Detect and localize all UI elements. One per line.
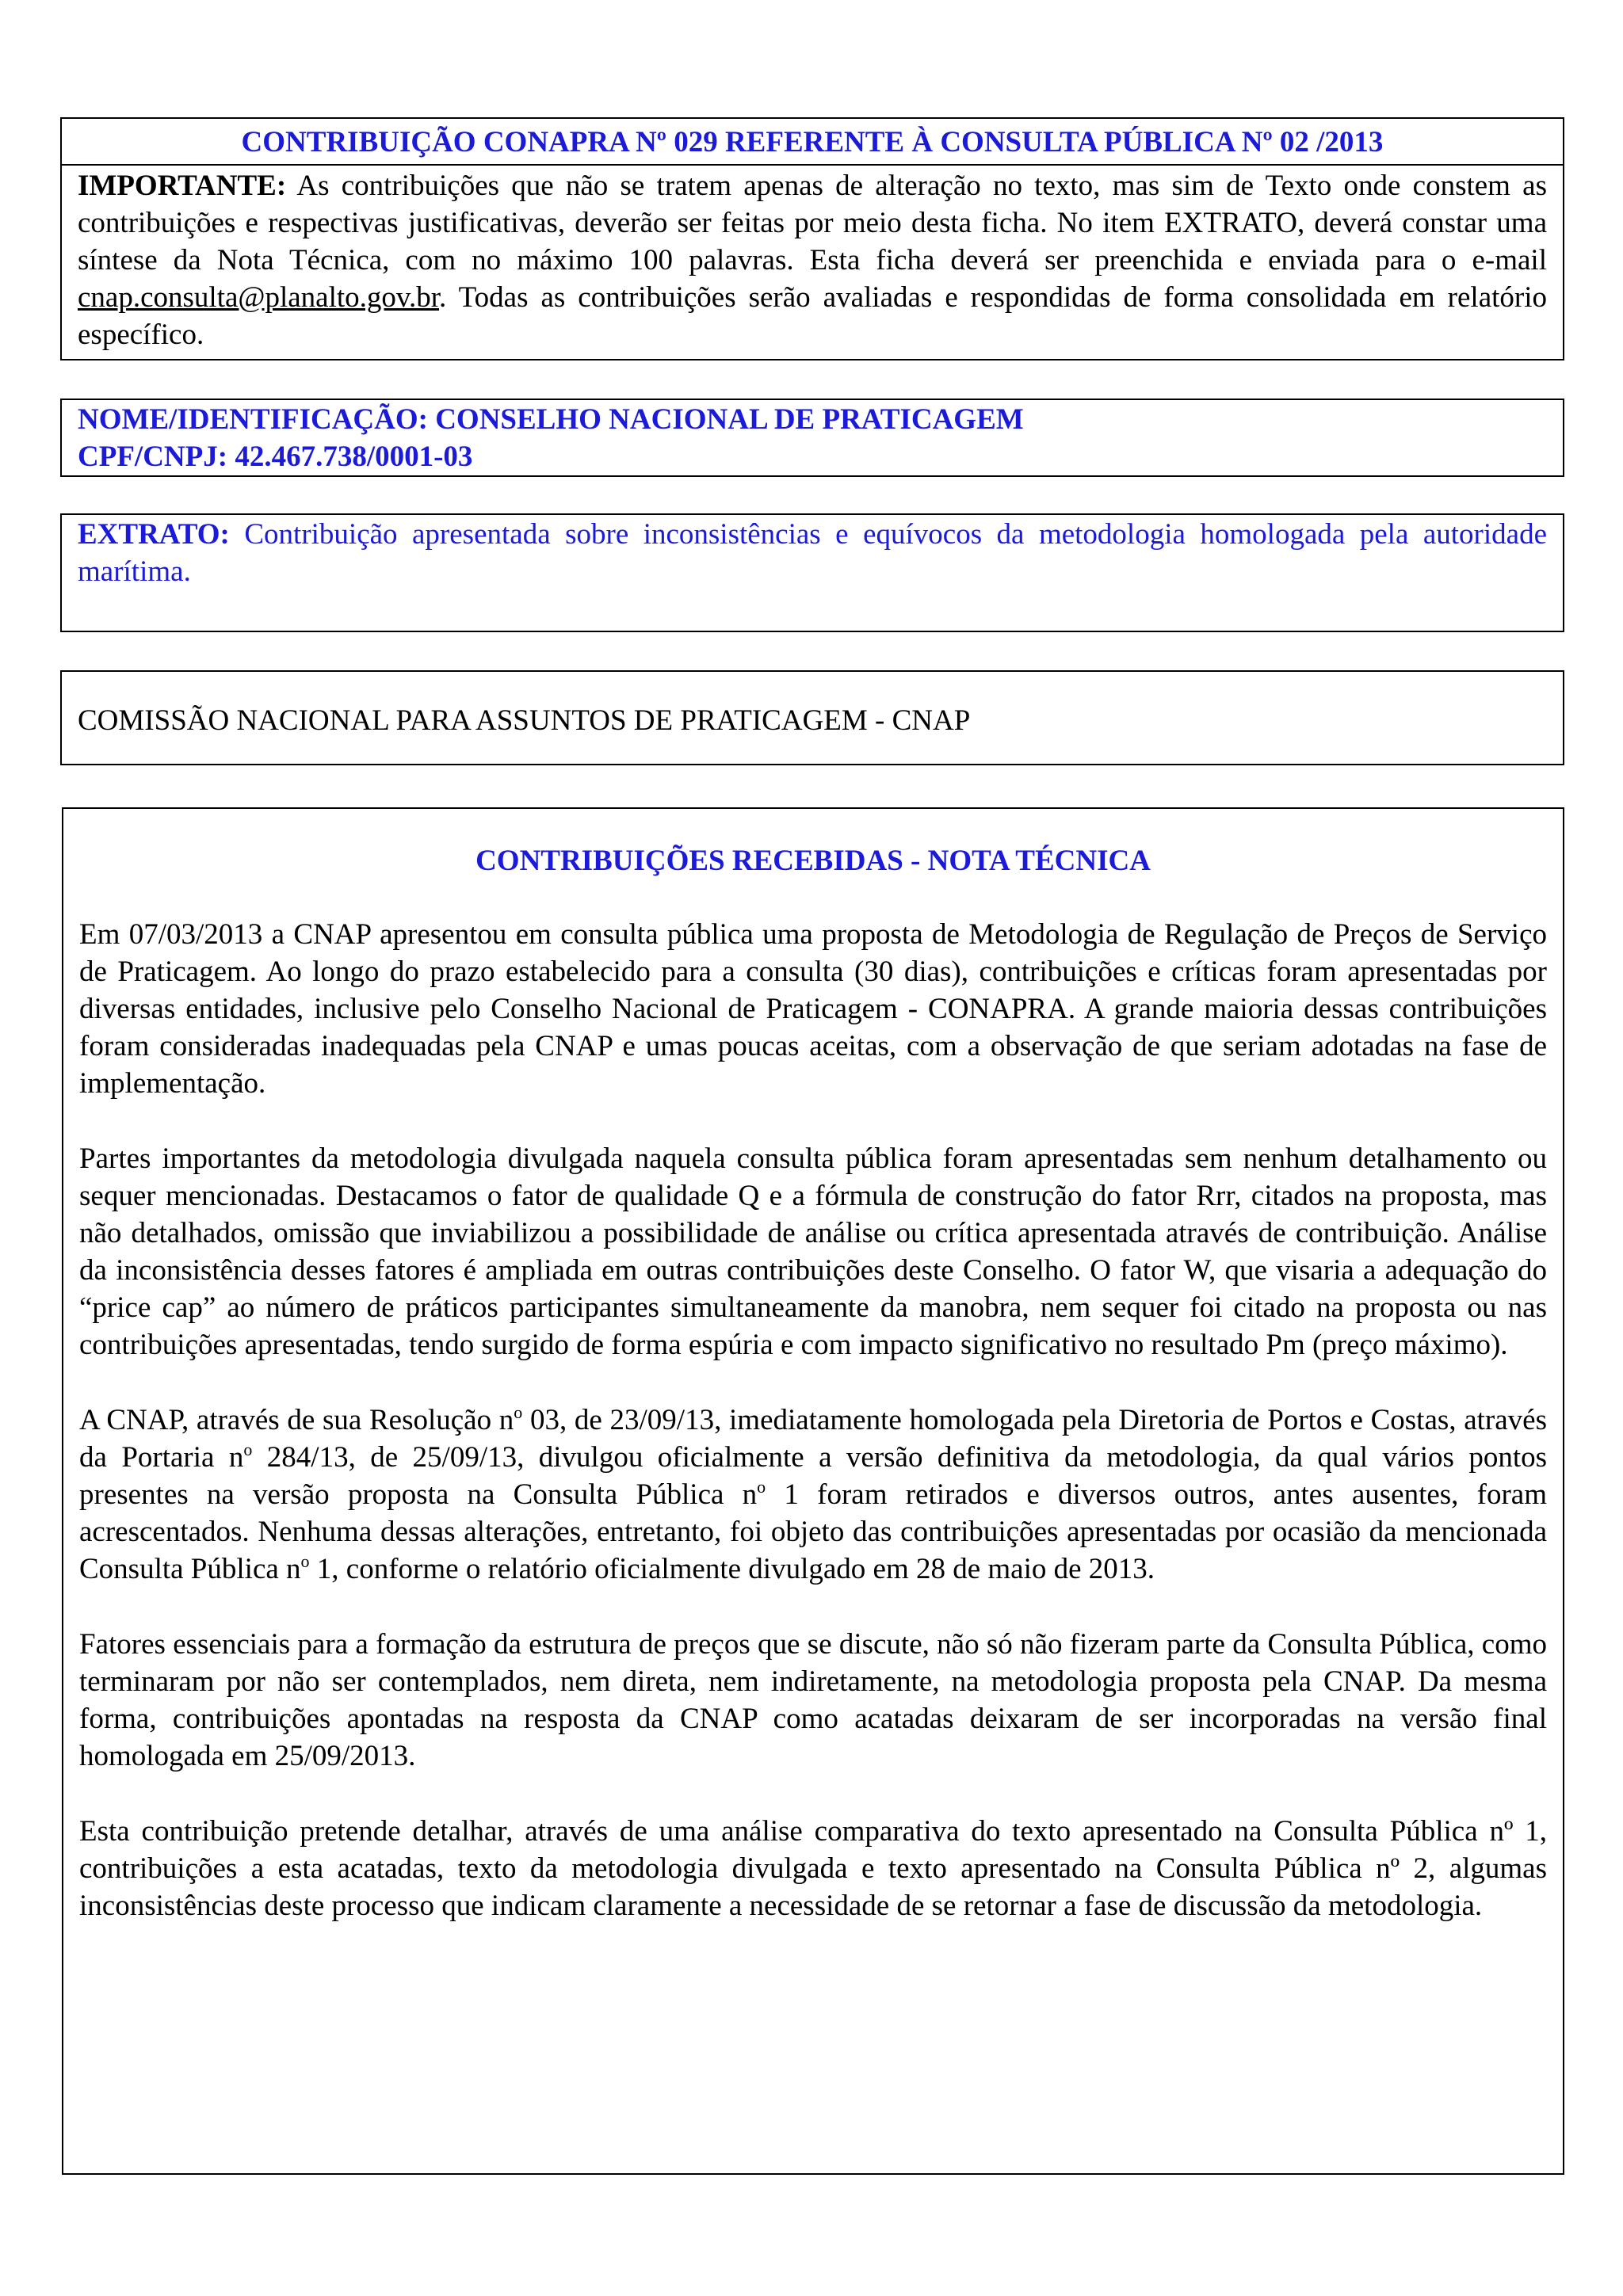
important-label: IMPORTANTE:	[78, 170, 287, 202]
header-box	[60, 117, 1564, 360]
important-text-end: . Todas as contribuições serão avaliadas e respondidas de forma consolidada em relatório específico.	[78, 281, 1547, 351]
extract-text	[78, 516, 1547, 590]
extract-label: EXTRATO:	[78, 518, 230, 551]
contributions-box	[62, 807, 1564, 2175]
paragraph-5: Esta contribuição pretende detalhar, através de uma análise comparativa do texto apresentado na Consulta Pública nº 1, contribuições a esta acatadas, texto da metodologia divulgada e texto apresentado na Consulta Pública nº 2, algumas inconsistências deste processo que indicam claramente a necessidade de se retornar a fase de discussão da metodologia.	[79, 1815, 1547, 1922]
document-title: CONTRIBUIÇÃO CONAPRA Nº 029 REFERENTE À CONSULTA PÚBLICA Nº 02 /2013	[62, 119, 1563, 166]
paragraph-4: Fatores essenciais para a formação da estrutura de preços que se discute, não só não fizeram parte da Consulta Pública, como terminaram por não ser contemplados, nem direta, nem indiretamente, na metodologia proposta pela CNAP. Da mesma forma, contribuições apontadas na resposta da CNAP como acatadas deixaram de ser incorporadas na versão final homologada em 25/09/2013.	[79, 1628, 1547, 1772]
paragraph-3: A CNAP, através de sua Resolução $n^o$ 03, de 23/09/13, imediatamente homologada pela Diretoria de Portos e Costas, através da Portaria $n^o$ 284/13, de 25/09/13, divulgou oficialmente a versão definitiva da metodologia, da qual vários pontos presentes na versão proposta na Consulta Pública $n^o$ 1 foram retirados e diversos outros, antes ausentes, foram acrescentados. Nenhuma dessas alterações, entretanto, foi objeto das contribuições apresentadas por ocasião da mencionada Consulta Pública $n^o$ 1, conforme o relatório oficialmente divulgado em 28 de maio de 2013.	[79, 1402, 1548, 1585]
paragraph-1: Em 07/03/2013 a CNAP apresentou em consulta pública uma proposta de Metodologia de Regulação de Preços de Serviço de Praticagem. Ao longo do prazo estabelecido para a consulta (30 dias), contribuições e críticas foram apresentadas por diversas entidades, inclusive pelo Conselho Nacional de Praticagem - CONAPRA. A grande maioria dessas contribuições foram consideradas inadequadas pela CNAP e umas poucas aceitas, com a observação de que seriam adotadas na fase de implementação.	[79, 918, 1547, 1100]
important-text: As contribuições que não se tratem apenas de alteração no texto, mas sim de Texto onde constem as contribuições e respectivas justificativas, deverão ser feitas por meio desta ficha. No item EXTRATO, deverá constar uma síntese da Nota Técnica, com no máximo 100 palavras. Esta ficha deverá ser preenchida e enviada para o e-mail	[78, 170, 1547, 277]
name-identification: NOME/IDENTIFICAÇÃO: CONSELHO NACIONAL DE PRATICAGEM	[78, 403, 1024, 436]
extract-body: Contribuição apresentada sobre inconsistências e equívocos da metodologia homologada pela autoridade marítima.	[78, 518, 1547, 588]
paragraph-2: Partes importantes da metodologia divulgada naquela consulta pública foram apresentadas sem nenhum detalhamento ou sequer mencionadas. Destacamos o fator de qualidade Q e a fórmula de construção do fator Rrr, citados na proposta, mas não detalhados, omissão que inviabilizou a possibilidade de análise ou crítica apresentada através de contribuição. Análise da inconsistência desses fatores é ampliada em outras contribuições deste Conselho. O fator W, que visaria a adequação do “price cap” ao número de práticos participantes simultaneamente da manobra, nem sequer foi citado na proposta ou nas contribuições apresentadas, tendo surgido de forma espúria e com impacto significativo no resultado Pm (preço máximo).	[79, 1142, 1547, 1361]
identification-box	[60, 399, 1564, 477]
important-notice	[78, 167, 1547, 353]
cpf-cnpj: CPF/CNPJ: 42.467.738/0001-03	[78, 441, 473, 473]
extract-box	[60, 513, 1564, 632]
commission-box	[60, 670, 1564, 765]
email-link[interactable]: cnap.consulta@planalto.gov.br	[78, 281, 440, 314]
contributions-heading: CONTRIBUIÇÕES RECEBIDAS - NOTA TÉCNICA	[475, 845, 1151, 877]
commission-name: COMISSÃO NACIONAL PARA ASSUNTOS DE PRATICAGEM - CNAP	[78, 704, 971, 737]
